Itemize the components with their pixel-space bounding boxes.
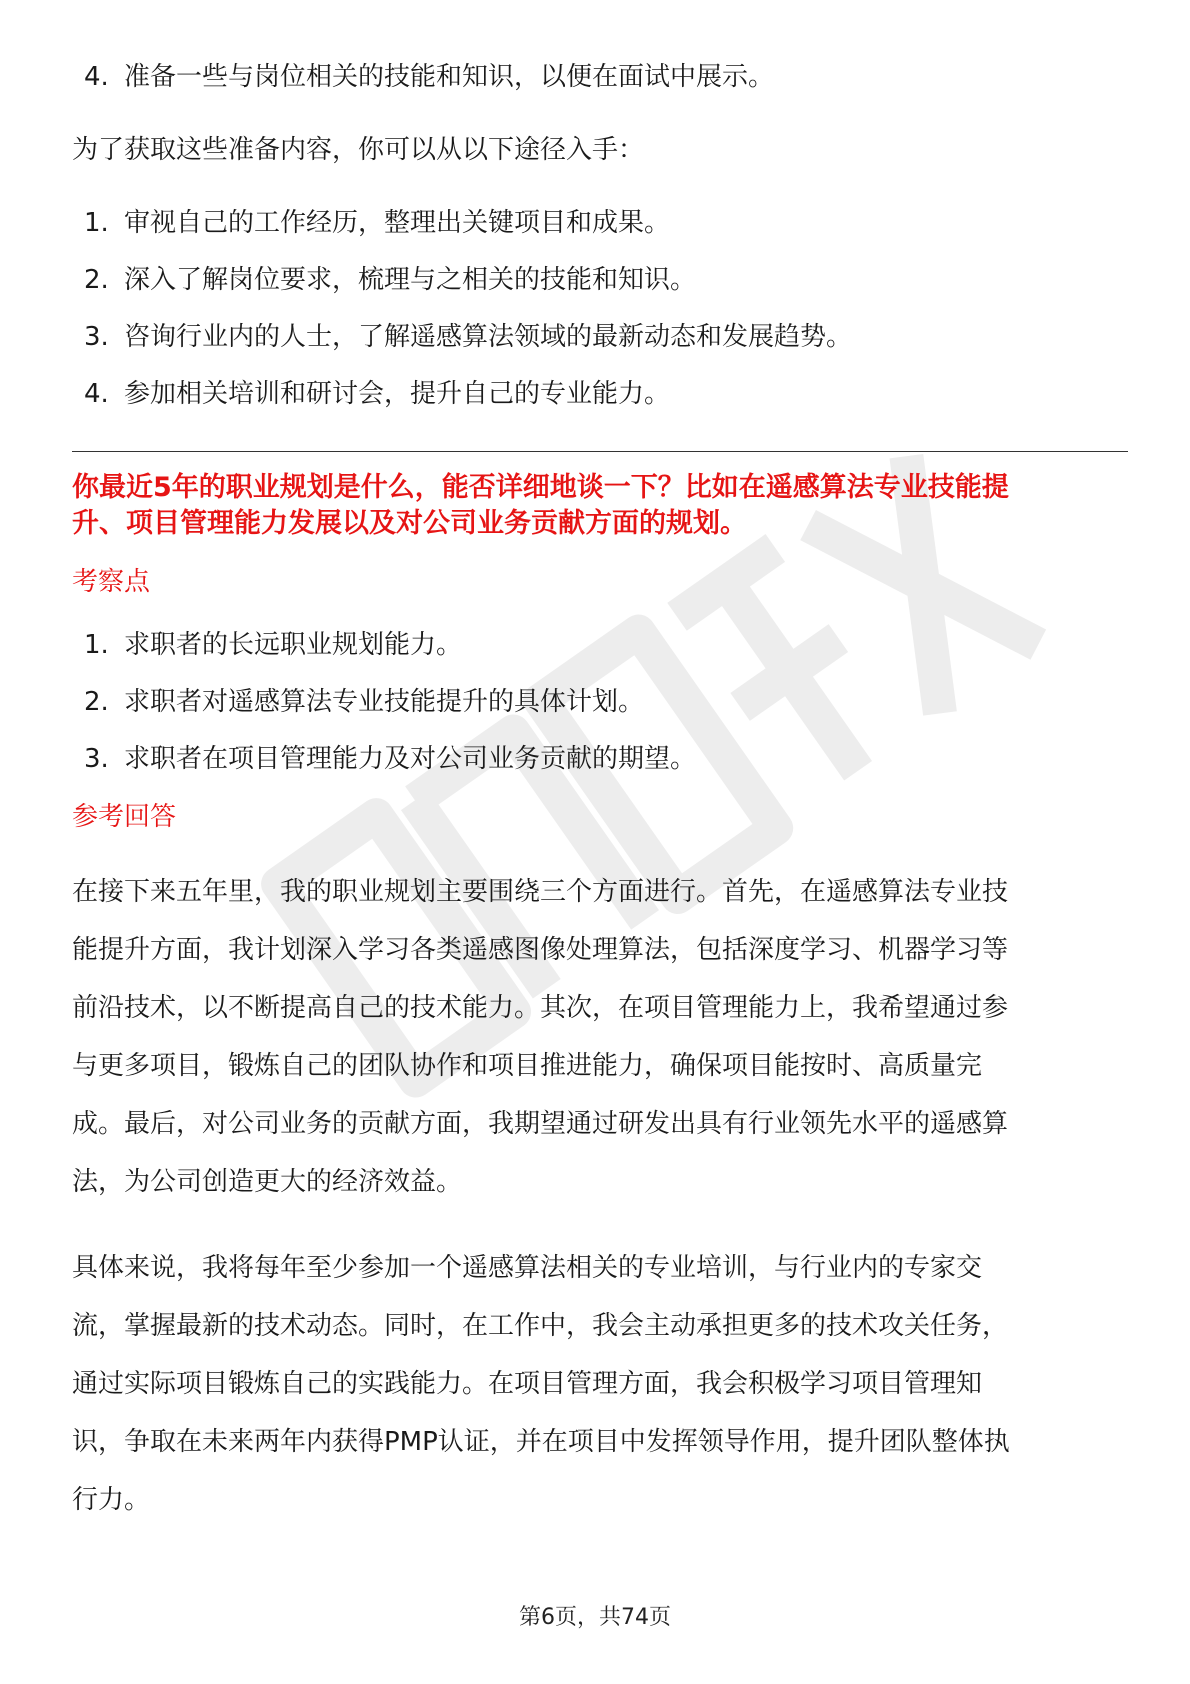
text-line: 识，争取在未来两年内获得PMP认证，并在项目中发挥领导作用，提升团队整体执 <box>72 1427 1010 1457</box>
text-line: 行力。 <box>72 1485 151 1515</box>
list-item-text: 审视自己的工作经历，整理出关键项目和成果。 <box>124 208 671 238</box>
text-line: 法，为公司创造更大的经济效益。 <box>72 1167 463 1197</box>
list-item-text: 参加相关培训和研讨会，提升自己的专业能力。 <box>124 379 671 409</box>
list-item-text: 准备一些与岗位相关的技能和知识，以便在面试中展示。 <box>124 62 775 92</box>
list-item-text: 咨询行业内的人士，了解遥感算法领域的最新动态和发展趋势。 <box>124 322 853 352</box>
list-item-text: 求职者的长远职业规划能力。 <box>124 630 463 660</box>
list-item <box>72 206 1128 240</box>
text-line: 成。最后，对公司业务的贡献方面，我期望通过研发出具有行业领先水平的遥感算 <box>72 1109 1009 1139</box>
intro-paragraph: 为了获取这些准备内容，你可以从以下途径入手： <box>72 135 645 165</box>
examine-points-list <box>72 628 1128 776</box>
list-number: 1. <box>84 208 109 238</box>
section-divider <box>72 451 1128 452</box>
examine-heading: 考察点 <box>72 567 151 597</box>
list-number: 3. <box>84 744 109 774</box>
text-line: 前沿技术，以不断提高自己的技术能力。其次，在项目管理能力上，我希望通过参 <box>72 993 1009 1023</box>
list-item-text: 深入了解岗位要求，梳理与之相关的技能和知识。 <box>124 265 697 295</box>
text-line: 在接下来五年里，我的职业规划主要围绕三个方面进行。首先，在遥感算法专业技 <box>72 877 1009 907</box>
text-line: 通过实际项目锻炼自己的实践能力。在项目管理方面，我会积极学习项目管理知 <box>72 1369 983 1399</box>
text-line: 流，掌握最新的技术动态。同时，在工作中，我会主动承担更多的技术攻关任务， <box>72 1311 1009 1341</box>
page-footer: 第6页，共74页 <box>519 1605 671 1630</box>
prep-list-tail <box>72 60 1128 94</box>
list-item-text: 求职者在项目管理能力及对公司业务贡献的期望。 <box>124 744 697 774</box>
list-number: 2. <box>84 265 109 295</box>
list-item <box>72 377 1128 411</box>
list-item-text: 求职者对遥感算法专业技能提升的具体计划。 <box>124 687 645 717</box>
list-item <box>72 742 1128 776</box>
text-line: 与更多项目，锻炼自己的团队协作和项目推进能力，确保项目能按时、高质量完 <box>72 1051 983 1081</box>
list-number: 2. <box>84 687 109 717</box>
answer-paragraph-2 <box>72 1239 1128 1529</box>
question-line: 升、项目管理能力发展以及对公司业务贡献方面的规划。 <box>72 508 747 539</box>
question-line: 你最近5年的职业规划是什么，能否详细地谈一下？比如在遥感算法专业技能提 <box>72 472 1009 503</box>
text-line: 能提升方面，我计划深入学习各类遥感图像处理算法，包括深度学习、机器学习等 <box>72 935 1009 965</box>
answer-paragraph-1 <box>72 863 1128 1211</box>
list-number: 1. <box>84 630 109 660</box>
ways-list <box>72 206 1128 411</box>
list-item <box>72 628 1128 662</box>
list-number: 4. <box>84 379 109 409</box>
answer-heading: 参考回答 <box>72 802 177 832</box>
main-content <box>72 60 1128 1529</box>
list-number: 3. <box>84 322 109 352</box>
text-line: 具体来说，我将每年至少参加一个遥感算法相关的专业培训，与行业内的专家交 <box>72 1253 983 1283</box>
list-item <box>72 320 1128 354</box>
list-item <box>72 263 1128 297</box>
list-item <box>72 60 1128 94</box>
list-number: 4. <box>84 62 109 92</box>
list-item <box>72 685 1128 719</box>
interview-question <box>72 470 1128 542</box>
